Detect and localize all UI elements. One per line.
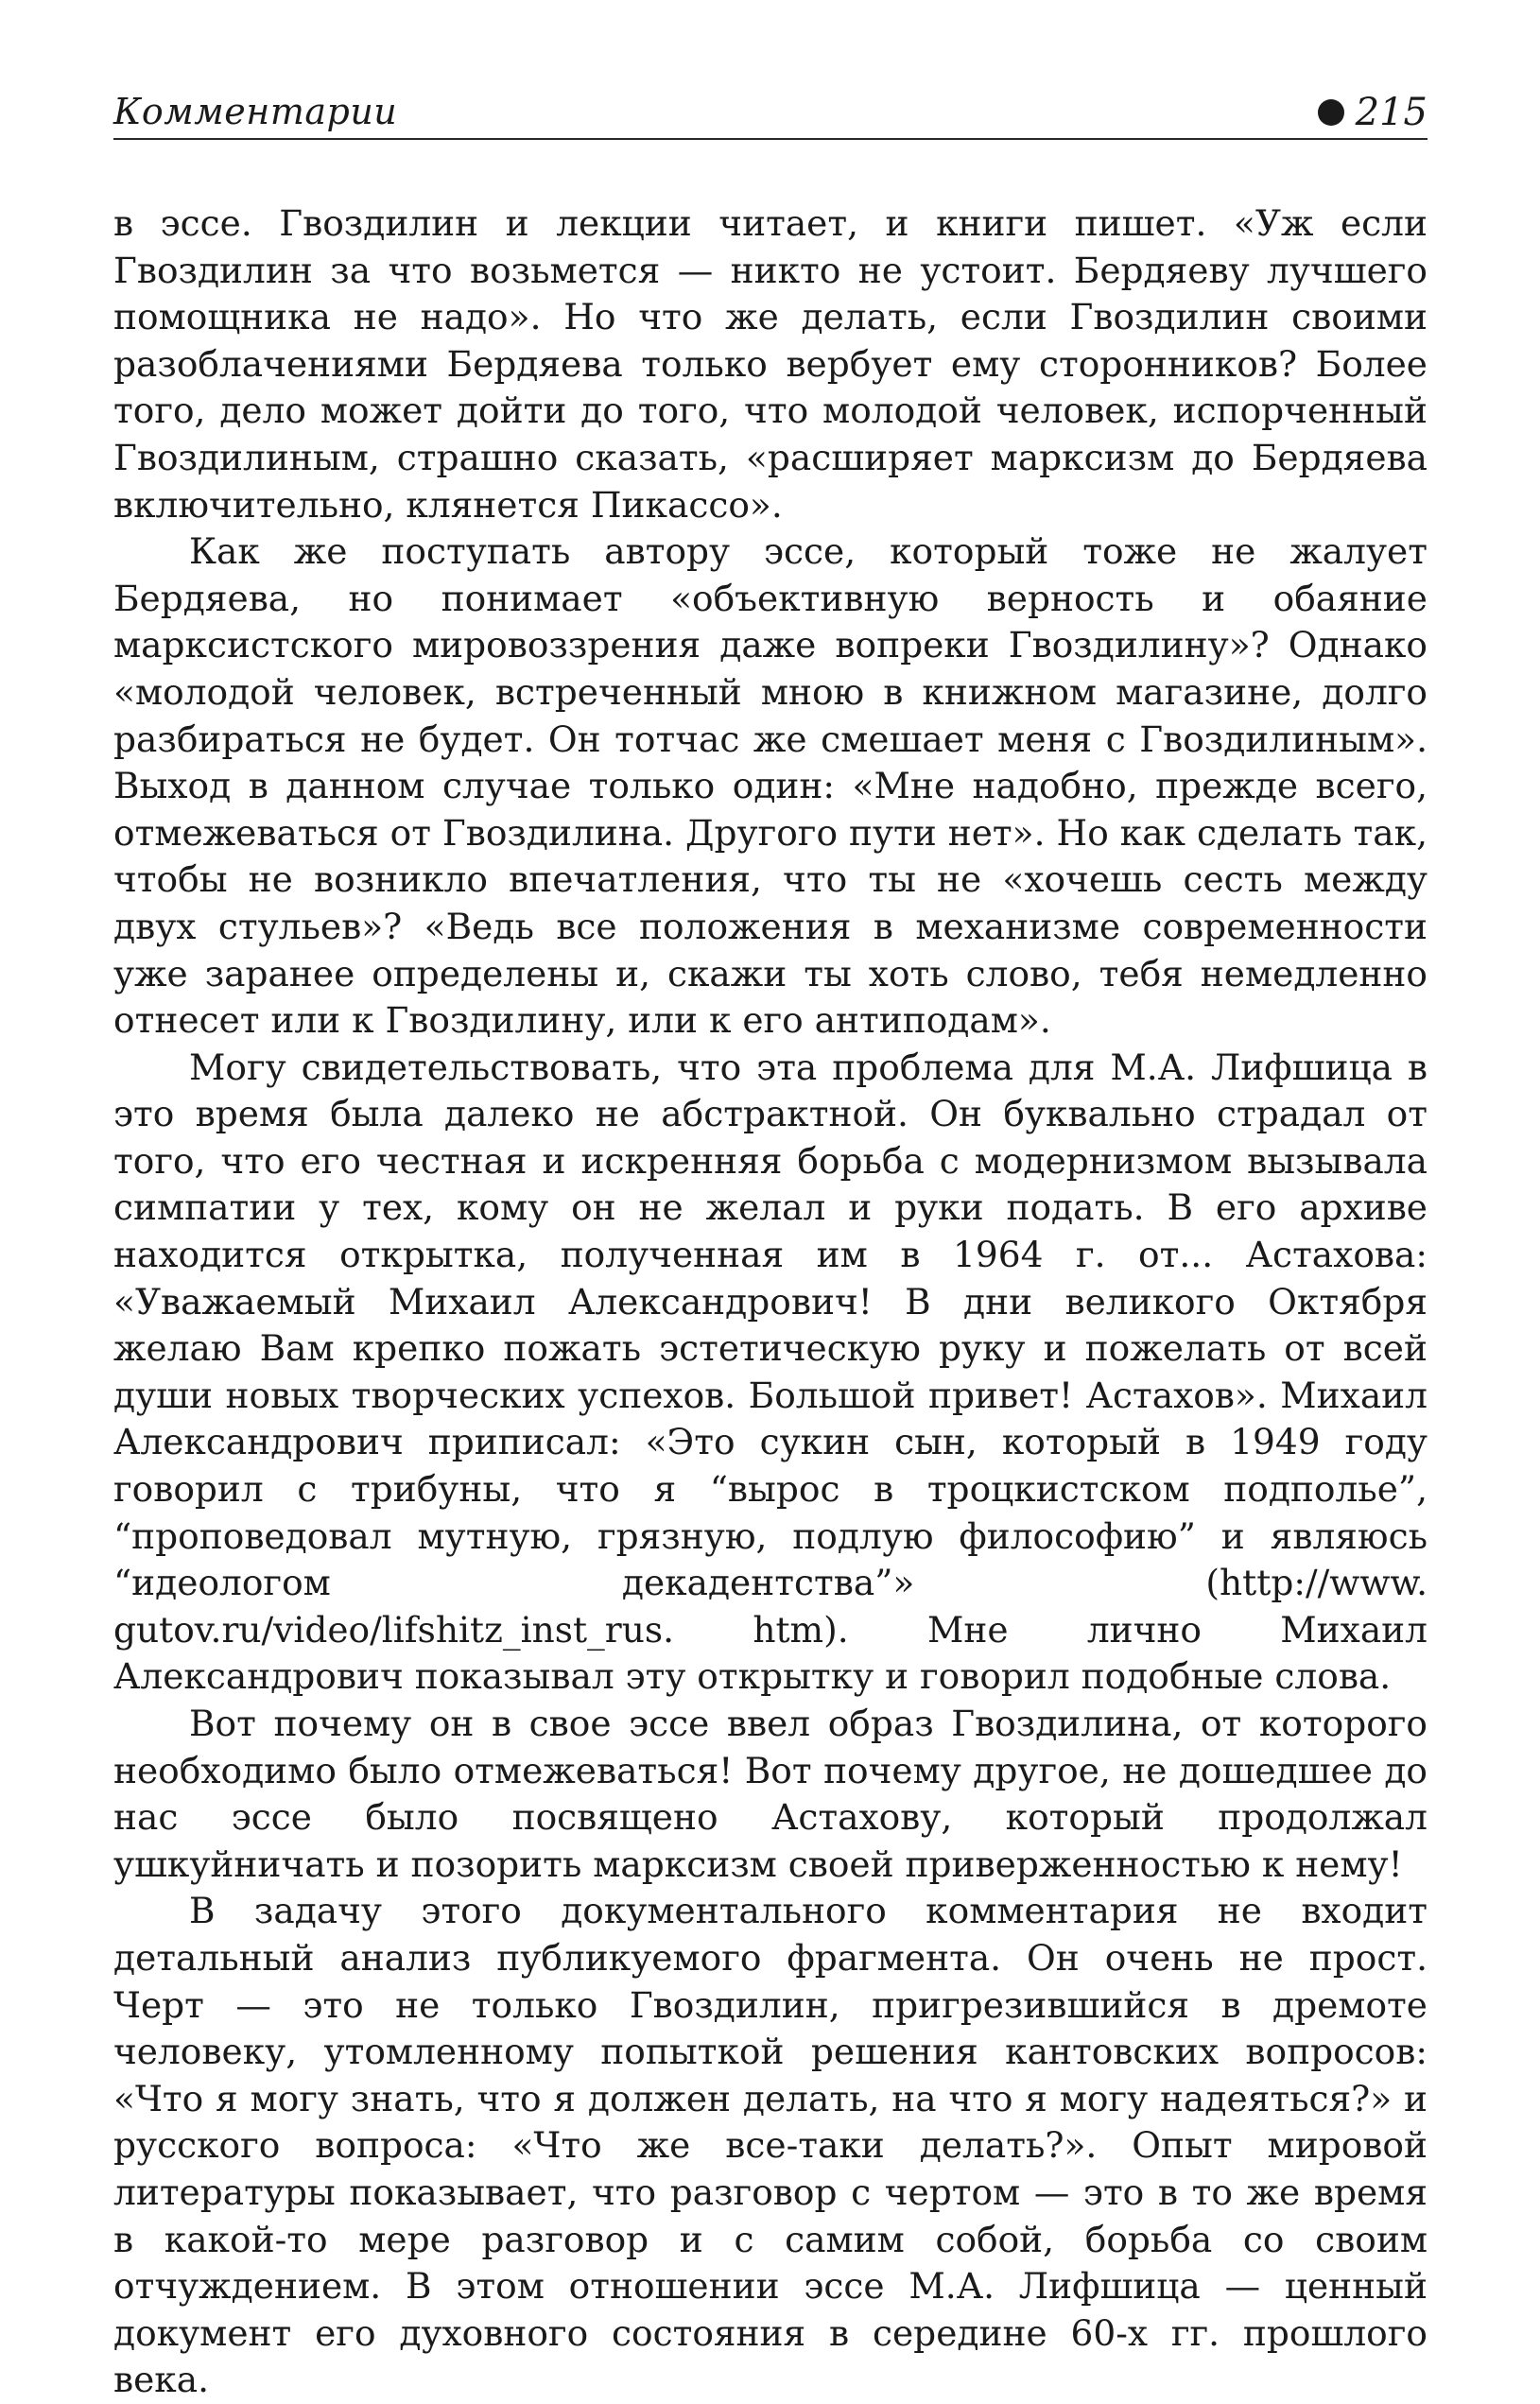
- page-number-block: [1318, 91, 1428, 134]
- paragraph: в эссе. Гвоздилин и лекции читает, и книги пишет. «Уж если Гвоздилин за что возьмется — никто не устоит. Бердяеву лучшего помощника не надо». Но что же делать, если Гвоздилин своими разоблачениями Бердяева только вербует ему сторонников? Более того, дело может дойти до того, что молодой человек, испорченный Гвоздилиным, страшно сказать, «расширяет марксизм до Бердяева включительно, клянется Пикассо».: [113, 202, 1428, 526]
- main-text: [113, 200, 1428, 2404]
- bullet-dot-icon: [1318, 99, 1344, 126]
- paragraph: Вот почему он в свое эссе ввел образ Гвоздилина, от которого необходимо было отмежеваться! Вот почему другое, не дошедшее до нас эссе было посвящено Астахову, который продолжал ушкуйничать и позорить марксизм своей приверженностью к нему!: [113, 1703, 1428, 1885]
- paragraph: Как же поступать автору эссе, который тоже не жалует Бердяева, но понимает «объективную верность и обаяние марксистского мировоззрения даже вопреки Гвоздилину»? Однако «молодой человек, встреченный мною в книжном магазине, долго разбираться не будет. Он тотчас же смешает меня с Гвоздилиным». Выход в данном случае только один: «Мне надобно, прежде всего, отмежеваться от Гвоздилина. Другого пути нет». Но как сделать так, чтобы не возникло впечатления, что ты не «хочешь сесть между двух стульев»? «Ведь все положения в механизме современности уже заранее определены и, скажи ты хоть слово, тебя немедленно отнесет или к Гвоздилину, или к его антиподам».: [113, 530, 1428, 1042]
- page-number: 215: [1355, 91, 1428, 134]
- paragraph: В задачу этого документального комментария не входит детальный анализ публикуемого фрагмента. Он очень не прост. Черт — это не только Гвоздилин, пригрезившийся в дремоте человеку, утомленному попыткой решения кантовских вопросов: «Что я могу знать, что я должен делать, на что я могу надеяться?» и русского вопроса: «Что же все-таки делать?». Опыт мировой литературы показывает, что разговор с чертом — это в то же время в какой-то мере разговор и с самим собой, борьба со своим отчуждением. В этом отношении эссе М.А. Лифшица — ценный документ его духовного состояния в середине 60-х гг. прошлого века.: [113, 1890, 1428, 2401]
- running-title: Комментарии: [113, 91, 398, 132]
- running-header: [113, 87, 1428, 140]
- paragraph: Могу свидетельствовать, что эта проблема для М.А. Лифшица в это время была далеко не абстрактной. Он буквально страдал от того, что его честная и искренняя борьба с модернизмом вызывала симпатии у тех, кому он не желал и руки подать. В его архиве находится открытка, полученная им в 1964 г. от... Астахова: «Уважаемый Михаил Александрович! В дни великого Октября желаю Вам крепко пожать эстетическую руку и пожелать от всей души новых творческих успехов. Большой привет! Астахов». Михаил Александрович приписал: «Это сукин сын, который в 1949 году говорил с трибуны, что я “вырос в троцкистском подполье”, “проповедовал мутную, грязную, подлую философию” и являюсь “идеологом декадентства”» (http://www. gutov.ru/video/lifshitz_inst_rus. htm). Мне лично Михаил Александрович показывал эту открытку и говорил подобные слова.: [113, 1046, 1428, 1698]
